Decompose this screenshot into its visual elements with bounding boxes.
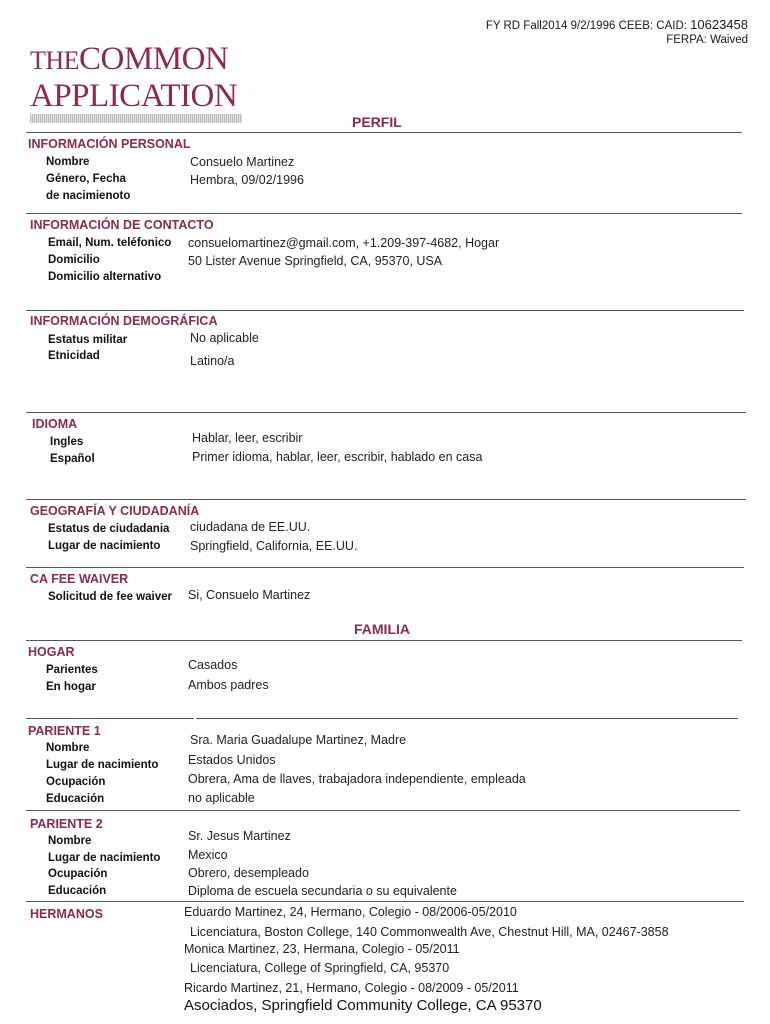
label-address: Domicilio (48, 254, 100, 266)
group-title-siblings: HERMANOS (30, 907, 103, 921)
divider (26, 718, 194, 719)
label-parent1-name: Nombre (46, 742, 90, 754)
value-military: No aplicable (190, 331, 259, 345)
label-lives-with: En hogar (46, 681, 96, 693)
group-title-language: IDIOMA (32, 417, 78, 431)
label-birthplace: Lugar de nacimiento (48, 540, 161, 552)
label-gender-1: Género, Fecha (46, 173, 126, 185)
logo-common: COMMON (79, 41, 229, 77)
label-parent1-education: Educación (46, 793, 105, 805)
value-parent1-birthplace: Estados Unidos (188, 753, 276, 767)
value-email: consuelomartinez@gmail.com, +1.209-397-4682, Hogar (188, 236, 500, 250)
sibling-line: Licenciatura, Boston College, 140 Commonwealth Ave, Chestnut Hill, MA, 02467-3858 (190, 925, 669, 939)
section-title-perfil: PERFIL (352, 114, 402, 130)
caid-value: 10623458 (690, 17, 748, 32)
divider (26, 412, 746, 413)
value-address: 50 Lister Avenue Springfield, CA, 95370, USA (188, 254, 443, 268)
label-parent2-education: Educación (48, 885, 107, 897)
section-title-familia: FAMILIA (354, 621, 410, 637)
value-parent2-name: Sr. Jesus Martinez (188, 829, 291, 843)
label-parents: Parientes (46, 664, 98, 676)
label-ethnicity: Etnicidad (48, 350, 100, 362)
group-title-geography: GEOGRAFÍA Y CIUDADANÍA (30, 504, 200, 518)
group-title-fee-waiver: CA FEE WAIVER (30, 572, 129, 586)
label-parent1-birthplace: Lugar de nacimiento (46, 759, 159, 771)
value-english: Hablar, leer, escribir (192, 431, 303, 445)
divider (26, 499, 746, 500)
value-parents: Casados (188, 658, 238, 672)
logo-bar (30, 114, 242, 123)
value-parent2-occupation: Obrero, desempleado (188, 866, 309, 880)
label-gender-2: de nacimienoto (46, 190, 131, 202)
sibling-line: Monica Martinez, 23, Hermana, Colegio - 05/2011 (184, 942, 460, 956)
value-birthplace: Springfield, California, EE.UU. (190, 539, 358, 553)
group-title-demographic: INFORMACIÓN DEMOGRÁFICA (30, 314, 218, 328)
logo-application: APPLICATION (30, 78, 238, 114)
sibling-line: Eduardo Martinez, 24, Hermano, Colegio - 08/2006-05/2010 (184, 905, 517, 919)
group-title-personal: INFORMACIÓN PERSONAL (28, 137, 191, 151)
group-title-parent2: PARIENTE 2 (30, 817, 103, 831)
value-fee-waiver: Si, Consuelo Martinez (188, 588, 311, 602)
label-parent2-occupation: Ocupación (48, 868, 108, 880)
label-email: Email, Num. teléfonico (48, 237, 172, 249)
header-meta-line1: FY RD Fall2014 9/2/1996 CEEB: CAID: 10623458 (485, 17, 748, 32)
label-citizenship: Estatus de ciudadania (48, 523, 170, 535)
label-english: Ingles (50, 436, 84, 448)
group-title-parent1: PARIENTE 1 (28, 724, 101, 738)
label-military: Estatus militar (48, 334, 128, 346)
value-parent2-education: Diploma de escuela secundaria o su equivalente (188, 884, 457, 898)
value-parent1-education: no aplicable (188, 791, 255, 805)
header-meta-line2: FERPA: Waived (666, 34, 748, 46)
logo-the: THE (30, 46, 80, 75)
common-app-logo (30, 41, 242, 123)
value-gender: Hembra, 09/02/1996 (190, 173, 304, 187)
header-meta (486, 18, 748, 47)
divider (26, 310, 744, 311)
sibling-line: Ricardo Martinez, 21, Hermano, Colegio - 08/2009 - 05/2011 (184, 981, 519, 995)
label-alt-address: Domicilio alternativo (48, 271, 162, 283)
divider (26, 901, 744, 902)
value-spanish: Primer idioma, hablar, leer, escribir, hablado en casa (192, 450, 483, 464)
value-parent1-occupation: Obrera, Ama de llaves, trabajadora independiente, empleada (188, 772, 526, 786)
divider (26, 132, 742, 133)
divider (26, 640, 742, 641)
value-parent2-birthplace: Mexico (188, 848, 228, 862)
label-fee-waiver: Solicitud de fee waiver (48, 591, 172, 603)
value-citizenship: ciudadana de EE.UU. (190, 520, 311, 534)
value-name: Consuelo Martinez (190, 155, 295, 169)
label-parent2-birthplace: Lugar de nacimiento (48, 852, 161, 864)
divider (26, 213, 742, 214)
divider (196, 718, 738, 719)
group-title-contact: INFORMACIÓN DE CONTACTO (30, 218, 214, 232)
value-parent1-name: Sra. Maria Guadalupe Martinez, Madre (190, 733, 407, 747)
sibling-line: Licenciatura, College of Springfield, CA, 95370 (190, 961, 450, 975)
label-parent2-name: Nombre (48, 835, 92, 847)
label-parent1-occupation: Ocupación (46, 776, 106, 788)
label-spanish: Español (50, 453, 95, 465)
label-name: Nombre (46, 156, 90, 168)
divider (26, 567, 744, 568)
value-lives-with: Ambos padres (188, 678, 269, 692)
group-title-household: HOGAR (28, 645, 75, 659)
value-ethnicity: Latino/a (190, 354, 235, 368)
divider (26, 810, 740, 811)
sibling-line: Asociados, Springfield Community College, CA 95370 (184, 997, 542, 1014)
